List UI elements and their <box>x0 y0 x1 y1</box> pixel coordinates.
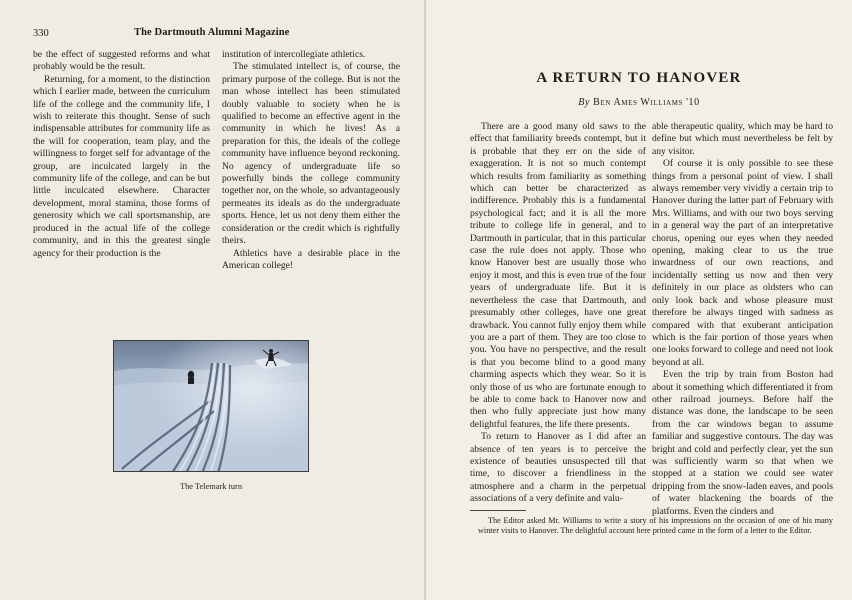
telemark-photo <box>113 340 309 472</box>
footnote-text: The Editor asked Mr. Williams to write a story of his impressions on the occasion of one of his many winter visits to Hanover. The delightful account here printed came in the form of a letter to the Editor. <box>478 516 833 535</box>
byline-class-year: '10 <box>686 97 700 108</box>
article-column-2 <box>222 49 400 272</box>
paragraph: institution of intercollegiate athletics. <box>222 49 366 60</box>
article-title: A RETURN TO HANOVER <box>536 70 742 86</box>
paragraph: able therapeutic quality, which may be hard to define but which must nevertheless be felt by any visitor. <box>652 121 833 157</box>
article-column-4 <box>652 121 833 518</box>
page-number: 330 <box>33 28 49 39</box>
paragraph: Of course it is only possible to see these things from a personal point of view. I shall always remember very vividly a certain trip to Hanover during the latter part of February with Mrs. Williams, and with our two boys serving in a general way the part of an interpretative chorus, opening our eyes when they needed opening, making clear to us the true inwardness of our own reactions, and incidentally setting us now and then very definitely in our place as oldsters who can only look back and whose pleasure must therefore be always tinged with sadness as compared with that exuberant anticipation which is the fair portion of those years when one looks forward to college and need not look beyond at all. <box>652 158 833 368</box>
paragraph: Returning, for a moment, to the distinction which I earlier made, between the curriculum life of the college and the community life, I wish to reiterate this thought. Sense of such indispensable attributes for community life as the will for cooperation, team play, and the willingness to forget self for advantage of the group, are inculcated largely in the community life of the college, and can be but little inculcated elsewhere. Character development, moral stamina, those forms of generosity which we call sportsmanship, are produced in the actual life of the college community, and in this the greatest single agency for their production is the <box>33 73 210 259</box>
editor-footnote <box>478 516 833 536</box>
paragraph: To return to Hanover as I did after an absence of ten years is to perceive the existence of beauties unsuspected till that time, to discover a friendliness in the atmosphere and a charm in the perpetual associations of a very definite and valu- <box>470 431 646 505</box>
paragraph: There are a good many old saws to the effect that familiarity breeds contempt, but it is probable that they err on the side of exaggeration. It is not so much contempt which results from familiarity as something which can better be characterized as indifference. Probably this is a fundamental psychological fact; and it is all the more tribute to college life in general, and to Dartmouth in particular, that in this particular case the rule does not apply. Those who know Hanover best are usually those who enjoy it most, and this is even true of the four years of undergraduate life. But it is nevertheless the case that Dartmouth, and presumably other colleges, have one great drawback. You cannot fully enjoy them while you are a part of them. They are too close to you. You have no perspective, and the result is that you become blind to a good many charming aspects which they wear. So it is only those of us who are fortunate enough to be able to come back to Hanover now and then who fully appreciate just how many delightful features, the life there presents. <box>470 121 646 430</box>
byline-prefix: By <box>578 97 590 108</box>
paragraph: Even the trip by train from Boston had about it something which differentiated it from other railroad journeys. Before half the distance was done, the landscape to be seen from the car windows began to assume familiar and suggestive contours. The day was bright and cold and perfectly clear, yet the sun was sufficiently warm so that when we stopped at a station we could see water dripping from the snow-laden eaves, and pools of water blackening the boards of the platforms. Even the cinders and <box>652 369 833 517</box>
article-byline <box>426 97 852 108</box>
paragraph: Athletics have a desirable place in the American college! <box>222 247 400 271</box>
byline-author: Ben Ames Williams <box>593 97 684 108</box>
paragraph: be the effect of suggested reforms and what probably would be the result. <box>33 49 210 73</box>
ski-tracks-image <box>114 341 309 472</box>
skier-left-figure <box>188 371 194 384</box>
photo-caption: The Telemark turn <box>179 482 243 491</box>
article-column-3 <box>470 121 646 506</box>
paragraph: The stimulated intellect is, of course, the primary purpose of the college. But is not the man whose intellect has been stimulated doubly valuable to society when he is qualified to become an effective agent in the community in which he lives! As a preparation for this, the ideals of the college community have influence beyond reckoning. No agency of undergraduate life so powerfully binds the college community together nor, on the whole, so advantageously permeates its ideals as do the undergraduate sports. Hence, let us not deny them either the consideration or the credit which is rightfully theirs. <box>222 61 400 247</box>
footnote-rule <box>470 510 526 511</box>
article-column-1 <box>33 49 210 260</box>
running-head: The Dartmouth Alumni Magazine <box>134 27 290 38</box>
